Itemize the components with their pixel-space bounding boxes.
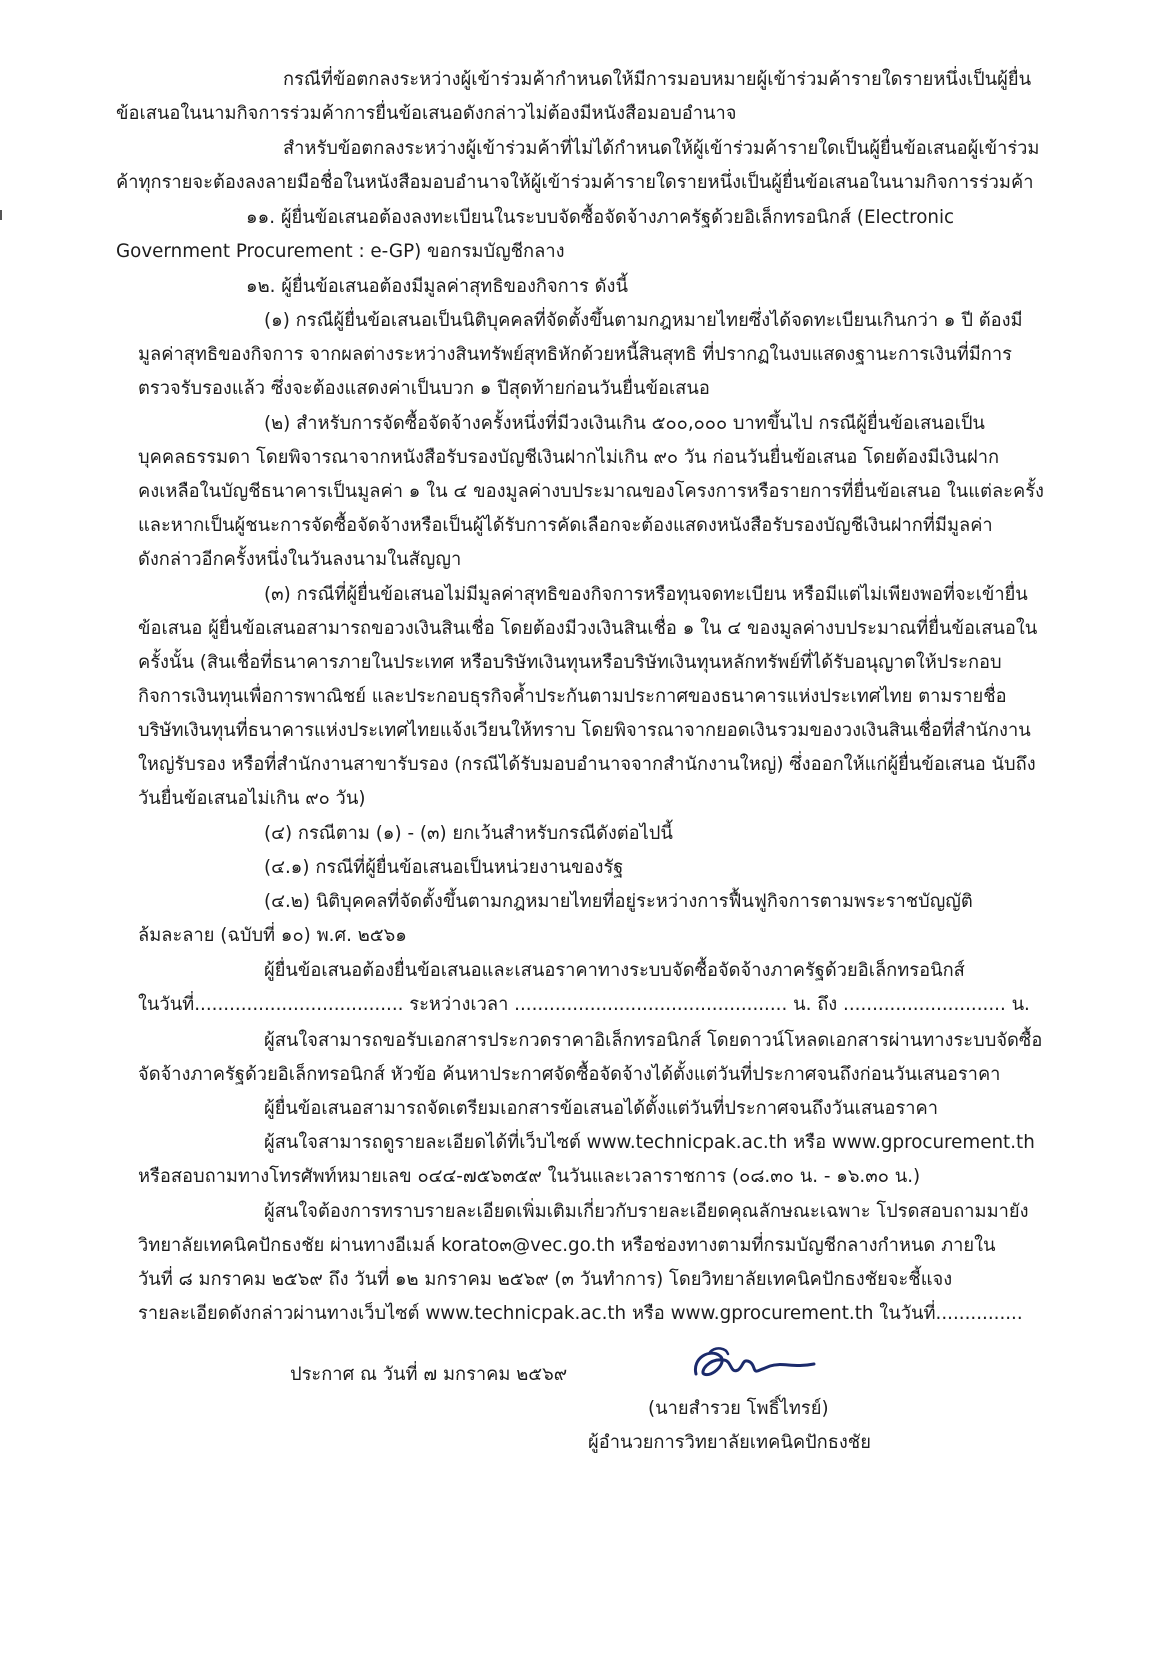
text-line: ๑๒. ผู้ยื่นข้อเสนอต้องมีมูลค่าสุทธิของกิจการ ดังนี้ — [246, 276, 628, 297]
text-line: วันยื่นข้อเสนอไม่เกิน ๙๐ วัน) — [138, 788, 366, 809]
text-line: และหากเป็นผู้ชนะการจัดซื้อจัดจ้างหรือเป็นผู้ได้รับการคัดเลือกจะต้องแสดงหนังสือรับรองบัญชีเงินฝากที่มีมูลค่า — [138, 515, 993, 536]
text-line: มูลค่าสุทธิของกิจการ จากผลต่างระหว่างสินทรัพย์สุทธิหักด้วยหนี้สินสุทธิ ที่ปรากฏในงบแสดงฐานะการเงินที่มีการ — [138, 344, 1012, 365]
text-line: ตรวจรับรองแล้ว ซึ่งจะต้องแสดงค่าเป็นบวก ๑ ปีสุดท้ายก่อนวันยื่นข้อเสนอ — [138, 378, 710, 399]
text-line: ดังกล่าวอีกครั้งหนึ่งในวันลงนามในสัญญา — [138, 549, 462, 570]
announcement-date: ประกาศ ณ วันที่ ๗ มกราคม ๒๕๖๙ — [290, 1364, 568, 1385]
text-line: (๔.๑) กรณีที่ผู้ยื่นข้อเสนอเป็นหน่วยงานของรัฐ — [264, 857, 624, 878]
signature — [690, 1344, 820, 1386]
text-line: วันที่ ๘ มกราคม ๒๕๖๙ ถึง วันที่ ๑๒ มกราคม ๒๕๖๙ (๓ วันทำการ) โดยวิทยาลัยเทคนิคปักธงชัยจะชี้แจง — [138, 1269, 953, 1290]
scan-mark — [0, 210, 2, 220]
text-line: (๒) สำหรับการจัดซื้อจัดจ้างครั้งหนึ่งที่มีวงเงินเกิน ๕๐๐,๐๐๐ บาทขึ้นไป กรณีผู้ยื่นข้อเสนอเป็น — [264, 413, 985, 434]
text-line: สำหรับข้อตกลงระหว่างผู้เข้าร่วมค้าที่ไม่ได้กำหนดให้ผู้เข้าร่วมค้ารายใดเป็นผู้ยื่นข้อเสนอผู้เข้าร่วม — [283, 138, 1040, 159]
signatory-name: (นายสำรวย โพธิ์ไทรย์) — [648, 1398, 829, 1419]
text-line: ผู้ยื่นข้อเสนอต้องยื่นข้อเสนอและเสนอราคาทางระบบจัดซื้อจัดจ้างภาครัฐด้วยอิเล็กทรอนิกส์ — [264, 960, 965, 981]
text-line: กรณีที่ข้อตกลงระหว่างผู้เข้าร่วมค้ากำหนดให้มีการมอบหมายผู้เข้าร่วมค้ารายใดรายหนึ่งเป็นผู้ยื่น — [283, 69, 1032, 90]
text-line: ข้อเสนอ ผู้ยื่นข้อเสนอสามารถขอวงเงินสินเชื่อ โดยต้องมีวงเงินสินเชื่อ ๑ ใน ๔ ของมูลค่างบประมาณที่ยื่นข้อเสนอใน — [138, 618, 1038, 639]
text-line: (๔) กรณีตาม (๑) - (๓) ยกเว้นสำหรับกรณีดังต่อไปนี้ — [264, 823, 673, 844]
text-line: หรือสอบถามทางโทรศัพท์หมายเลข ๐๔๔-๗๕๖๓๕๙ ในวันและเวลาราชการ (๐๘.๓๐ น. - ๑๖.๓๐ น.) — [138, 1166, 921, 1187]
text-line: รายละเอียดดังกล่าวผ่านทางเว็บไซต์ www.technicpak.ac.th หรือ www.gprocurement.th ในวันที่............... — [138, 1303, 1023, 1324]
text-line: บุคคลธรรมดา โดยพิจารณาจากหนังสือรับรองบัญชีเงินฝากไม่เกิน ๙๐ วัน ก่อนวันยื่นข้อเสนอ โดยต้องมีเงินฝาก — [138, 447, 1000, 468]
text-line: วิทยาลัยเทคนิคปักธงชัย ผ่านทางอีเมล์ korato๓@vec.go.th หรือช่องทางตามที่กรมบัญชีกลางกำหนด ภายใน — [138, 1235, 996, 1256]
text-line: กิจการเงินทุนเพื่อการพาณิชย์ และประกอบธุรกิจค้ำประกันตามประกาศของธนาคารแห่งประเทศไทย ตามรายชื่อ — [138, 686, 1007, 707]
text-line: ผู้สนใจต้องการทราบรายละเอียดเพิ่มเติมเกี่ยวกับรายละเอียดคุณลักษณะเฉพาะ โปรดสอบถามมายัง — [264, 1201, 1029, 1222]
text-line: ในวันที่.................................... ระหว่างเวลา ............................................... น. ถึง ............................ น. — [138, 994, 1030, 1015]
text-line: Government Procurement : e-GP) ขอกรมบัญชีกลาง — [116, 241, 565, 262]
text-line: (๑) กรณีผู้ยื่นข้อเสนอเป็นนิติบุคคลที่จัดตั้งขึ้นตามกฎหมายไทยซึ่งได้จดทะเบียนเกินกว่า ๑ ปี ต้องมี — [264, 310, 1023, 331]
text-line: คงเหลือในบัญชีธนาคารเป็นมูลค่า ๑ ใน ๔ ของมูลค่างบประมาณของโครงการหรือรายการที่ยื่นข้อเสนอ ในแต่ละครั้ง — [138, 481, 1044, 502]
signatory-title: ผู้อำนวยการวิทยาลัยเทคนิคปักธงชัย — [588, 1432, 871, 1453]
text-line: จัดจ้างภาครัฐด้วยอิเล็กทรอนิกส์ หัวข้อ ค้นหาประกาศจัดซื้อจัดจ้างได้ตั้งแต่วันที่ประกาศจนถึงก่อนวันเสนอราคา — [138, 1064, 1001, 1085]
text-line: ใหญ่รับรอง หรือที่สำนักงานสาขารับรอง (กรณีได้รับมอบอำนาจจากสำนักงานใหญ่) ซึ่งออกให้แก่ผู้ยื่นข้อเสนอ นับถึง — [138, 754, 1036, 775]
text-line: ผู้สนใจสามารถดูรายละเอียดได้ที่เว็บไซต์ www.technicpak.ac.th หรือ www.gprocurement.th — [264, 1132, 1035, 1153]
text-line: ผู้สนใจสามารถขอรับเอกสารประกวดราคาอิเล็กทรอนิกส์ โดยดาวน์โหลดเอกสารผ่านทางระบบจัดซื้อ — [264, 1030, 1043, 1051]
text-line: ผู้ยื่นข้อเสนอสามารถจัดเตรียมเอกสารข้อเสนอได้ตั้งแต่วันที่ประกาศจนถึงวันเสนอราคา — [264, 1098, 939, 1119]
text-line: ล้มละลาย (ฉบับที่ ๑๐) พ.ศ. ๒๕๖๑ — [138, 925, 407, 946]
text-line: ข้อเสนอในนามกิจการร่วมค้าการยื่นข้อเสนอดังกล่าวไม่ต้องมีหนังสือมอบอำนาจ — [116, 103, 737, 124]
text-line: (๔.๒) นิติบุคคลที่จัดตั้งขึ้นตามกฎหมายไทยที่อยู่ระหว่างการฟื้นฟูกิจการตามพระราชบัญญัติ — [264, 891, 973, 912]
text-line: บริษัทเงินทุนที่ธนาคารแห่งประเทศไทยแจ้งเวียนให้ทราบ โดยพิจารณาจากยอดเงินรวมของวงเงินสินเชื่อที่สำนักงาน — [138, 720, 1031, 741]
text-line: (๓) กรณีที่ผู้ยื่นข้อเสนอไม่มีมูลค่าสุทธิของกิจการหรือทุนจดทะเบียน หรือมีแต่ไม่เพียงพอที่จะเข้ายื่น — [264, 584, 1028, 605]
text-line: ค้าทุกรายจะต้องลงลายมือชื่อในหนังสือมอบอำนาจให้ผู้เข้าร่วมค้ารายใดรายหนึ่งเป็นผู้ยื่นข้อเสนอในนามกิจการร่วมค้า — [116, 172, 1034, 193]
text-line: ๑๑. ผู้ยื่นข้อเสนอต้องลงทะเบียนในระบบจัดซื้อจัดจ้างภาครัฐด้วยอิเล็กทรอนิกส์ (Electronic — [246, 207, 955, 228]
text-line: ครั้งนั้น (สินเชื่อที่ธนาคารภายในประเทศ หรือบริษัทเงินทุนหรือบริษัทเงินทุนหลักทรัพย์ที่ได้รับอนุญาตให้ประกอบ — [138, 652, 1002, 673]
